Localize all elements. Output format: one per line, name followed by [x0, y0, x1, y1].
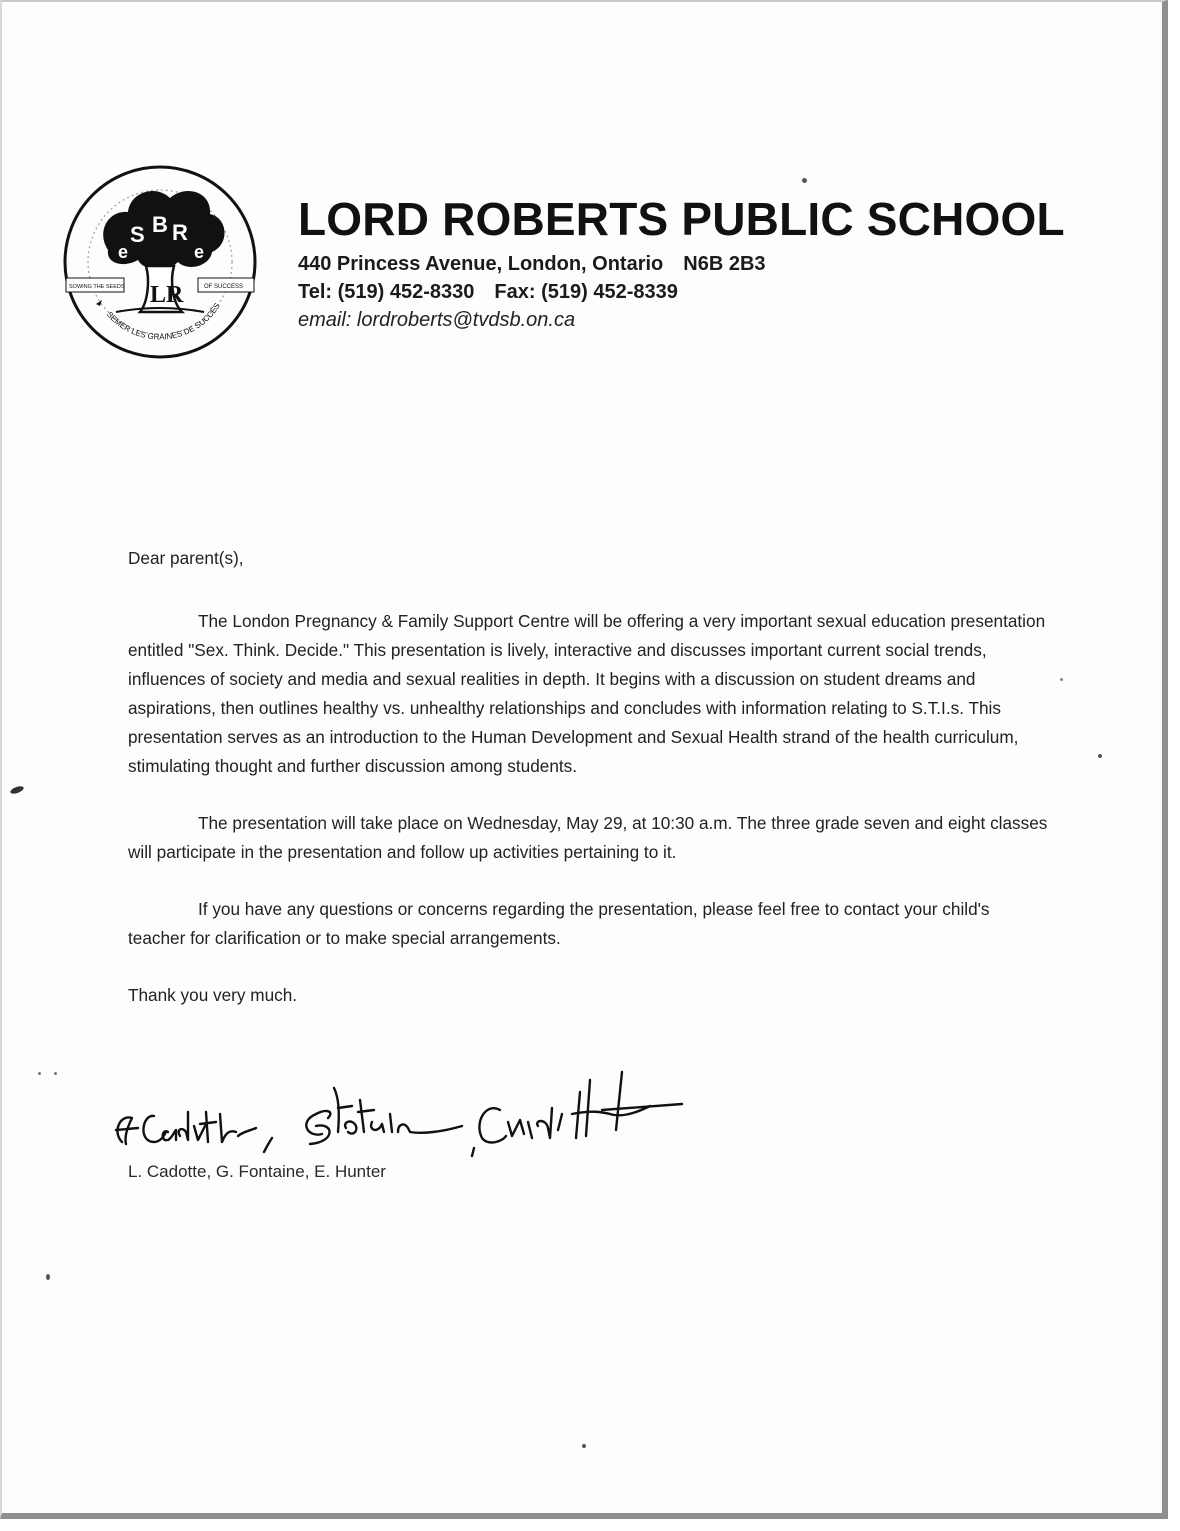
signatures — [102, 1052, 702, 1162]
scan-speck — [9, 785, 24, 795]
svg-text:SOWING THE SEEDS: SOWING THE SEEDS — [69, 284, 125, 290]
postal-code: N6B 2B3 — [683, 253, 766, 275]
svg-text:S: S — [130, 222, 145, 247]
scan-speck — [802, 178, 807, 183]
paragraph-schedule: The presentation will take place on Wednesday, May 29, at 10:30 a.m. The three grade seven and eight classes will participate in the presentation and follow up activities pertaining to it. — [128, 813, 1048, 862]
school-logo — [60, 162, 260, 362]
signer-names: L. Cadotte, G. Fontaine, E. Hunter — [128, 1162, 386, 1181]
email-line: email: lordroberts@tvdsb.on.ca — [298, 309, 576, 331]
school-crest-tree-icon — [60, 162, 260, 362]
phone-line — [298, 278, 1118, 306]
svg-text:e: e — [118, 242, 129, 262]
letter-body — [128, 544, 1048, 1010]
handwritten-signatures — [102, 1052, 702, 1162]
svg-text:OF SUCCESS: OF SUCCESS — [204, 284, 244, 290]
svg-text:e: e — [194, 242, 205, 262]
telephone: Tel: (519) 452-8330 — [298, 281, 475, 303]
fax: Fax: (519) 452-8339 — [494, 281, 678, 303]
scan-speck — [582, 1444, 586, 1448]
scan-speck — [38, 1072, 41, 1075]
letterhead — [298, 192, 1118, 334]
svg-text:SEMER LES GRAINES DE SUCCÈS: SEMER LES GRAINES DE SUCCÈS — [104, 301, 222, 342]
svg-text:R: R — [172, 220, 188, 245]
scan-speck — [46, 1274, 50, 1280]
svg-text:B: B — [152, 212, 168, 237]
scan-speck — [54, 1072, 57, 1075]
school-name: LORD ROBERTS PUBLIC SCHOOL — [298, 193, 1065, 245]
scan-speck — [1098, 754, 1102, 758]
scan-speck — [1060, 678, 1063, 681]
address-line — [298, 250, 1118, 278]
street-address: 440 Princess Avenue, London, Ontario — [298, 253, 664, 275]
salutation: Dear parent(s), — [128, 548, 244, 568]
svg-text:LR: LR — [150, 282, 184, 308]
closing: Thank you very much. — [128, 985, 298, 1005]
paragraph-contact: If you have any questions or concerns regarding the presentation, please feel free to contact your child's teacher for clarification or to make special arrangements. — [128, 899, 990, 948]
paragraph-intro: The London Pregnancy & Family Support Centre will be offering a very important sexual education presentation entitled "Sex. Think. Decide." This presentation is lively, interactive and discusses important current social trends, influences of society and media and sexual realities in depth. It begins with a discussion on student dreams and aspirations, then outlines healthy vs. unhealthy relationships and concludes with information relating to S.T.I.s. This presentation serves as an introduction to the Human Development and Sexual Health strand of the health curriculum, stimulating thought and further discussion among students. — [128, 611, 1046, 776]
